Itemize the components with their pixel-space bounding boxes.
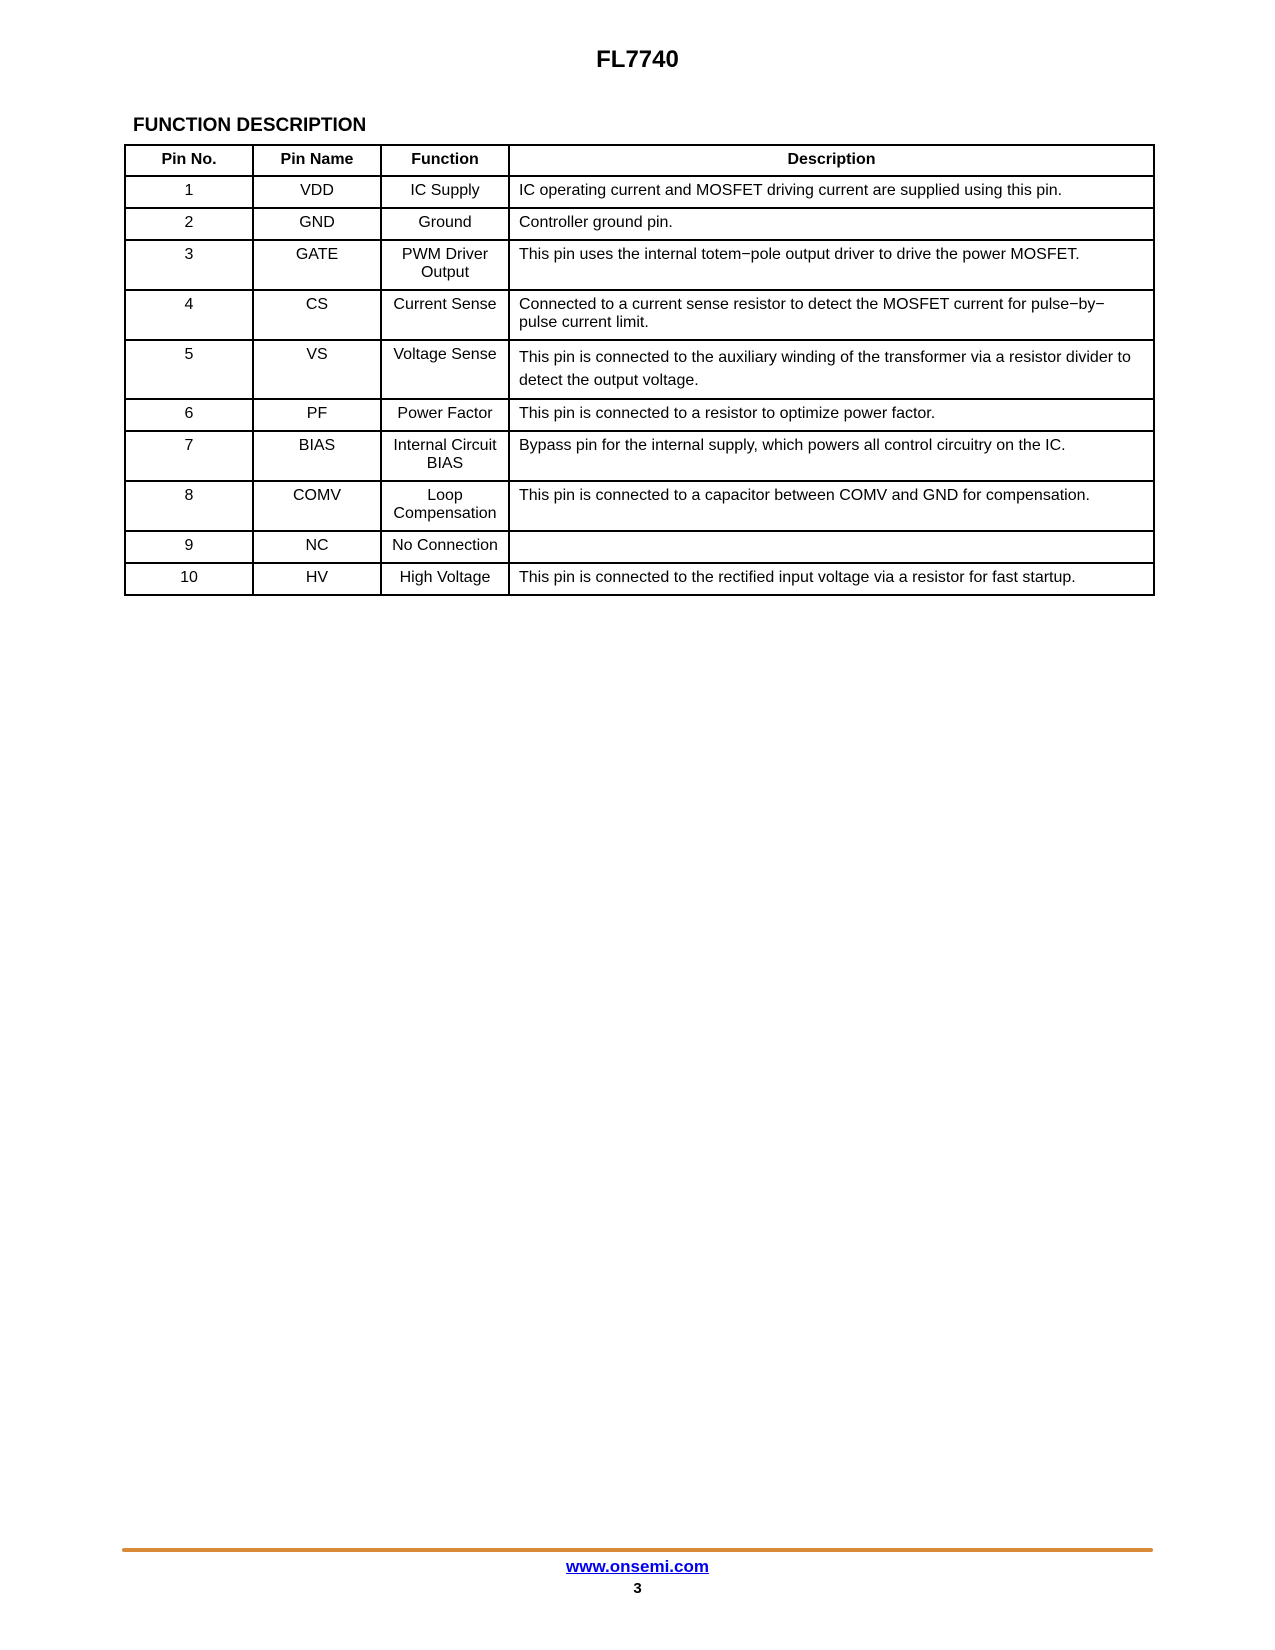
table-row	[125, 208, 1154, 240]
function-cell: Current Sense	[381, 290, 509, 340]
pin-name-cell: VDD	[253, 176, 381, 208]
pin-name-cell: HV	[253, 563, 381, 595]
function-description-table	[124, 144, 1155, 596]
footer-link-container	[0, 1557, 1275, 1577]
table-row	[125, 531, 1154, 563]
function-cell: Power Factor	[381, 399, 509, 431]
pin-no-cell: 5	[125, 340, 253, 399]
pin-name-cell: NC	[253, 531, 381, 563]
table-row	[125, 290, 1154, 340]
function-cell: Voltage Sense	[381, 340, 509, 399]
table-row	[125, 240, 1154, 290]
pin-no-cell: 8	[125, 481, 253, 531]
pin-name-cell: COMV	[253, 481, 381, 531]
pin-no-cell: 10	[125, 563, 253, 595]
function-cell: Internal Circuit BIAS	[381, 431, 509, 481]
function-cell: PWM Driver Output	[381, 240, 509, 290]
function-cell: IC Supply	[381, 176, 509, 208]
pin-name-cell: PF	[253, 399, 381, 431]
description-cell: IC operating current and MOSFET driving current are supplied using this pin.	[509, 176, 1154, 208]
description-cell: Connected to a current sense resistor to detect the MOSFET current for pulse−by− pulse current limit.	[509, 290, 1154, 340]
pin-no-cell: 6	[125, 399, 253, 431]
pin-no-cell: 4	[125, 290, 253, 340]
page-title: FL7740	[596, 46, 679, 73]
function-cell: Loop Compensation	[381, 481, 509, 531]
section-heading: FUNCTION DESCRIPTION	[133, 115, 367, 136]
header-description: Description	[509, 145, 1154, 176]
description-cell: This pin is connected to a capacitor between COMV and GND for compensation.	[509, 481, 1154, 531]
function-cell: No Connection	[381, 531, 509, 563]
header-pin-name: Pin Name	[253, 145, 381, 176]
pin-name-cell: GATE	[253, 240, 381, 290]
table-row	[125, 431, 1154, 481]
description-cell: This pin is connected to the auxiliary winding of the transformer via a resistor divider to detect the output voltage.	[509, 340, 1154, 399]
pin-no-cell: 9	[125, 531, 253, 563]
pin-no-cell: 3	[125, 240, 253, 290]
description-cell: Controller ground pin.	[509, 208, 1154, 240]
table-header-row	[125, 145, 1154, 176]
table-row	[125, 340, 1154, 399]
description-cell: Bypass pin for the internal supply, which powers all control circuitry on the IC.	[509, 431, 1154, 481]
description-cell: This pin uses the internal totem−pole output driver to drive the power MOSFET.	[509, 240, 1154, 290]
pin-name-cell: GND	[253, 208, 381, 240]
table-row	[125, 481, 1154, 531]
function-cell: High Voltage	[381, 563, 509, 595]
pin-name-cell: CS	[253, 290, 381, 340]
description-cell: This pin is connected to a resistor to optimize power factor.	[509, 399, 1154, 431]
table-row	[125, 563, 1154, 595]
table-row	[125, 399, 1154, 431]
pin-name-cell: BIAS	[253, 431, 381, 481]
table-row	[125, 176, 1154, 208]
function-cell: Ground	[381, 208, 509, 240]
pin-name-cell: VS	[253, 340, 381, 399]
description-cell: This pin is connected to the rectified input voltage via a resistor for fast startup.	[509, 563, 1154, 595]
pin-no-cell: 7	[125, 431, 253, 481]
website-link[interactable]: www.onsemi.com	[566, 1557, 709, 1576]
pin-no-cell: 1	[125, 176, 253, 208]
header-pin-no: Pin No.	[125, 145, 253, 176]
header-function: Function	[381, 145, 509, 176]
page-number: 3	[633, 1580, 642, 1597]
pin-no-cell: 2	[125, 208, 253, 240]
footer-divider	[122, 1548, 1153, 1552]
description-cell	[509, 531, 1154, 563]
